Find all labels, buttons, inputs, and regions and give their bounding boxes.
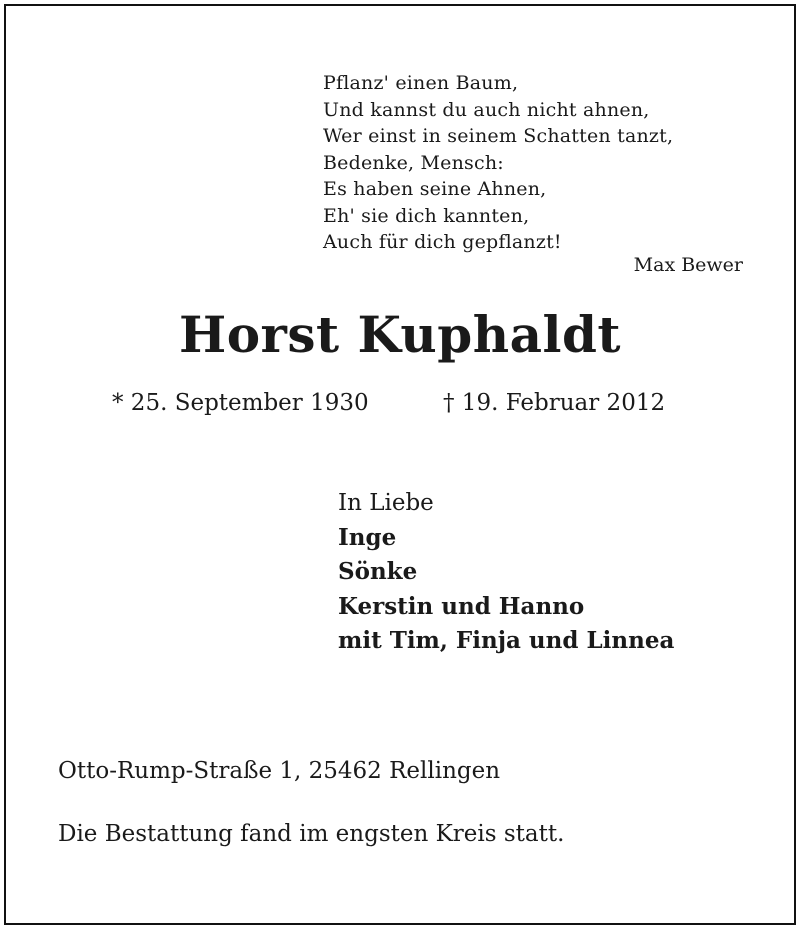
mourner-name: Inge: [338, 523, 397, 551]
funeral-note: Die Bestattung fand im engsten Kreis statt.: [58, 821, 565, 847]
poem-line: Eh' sie dich kannten,: [323, 204, 530, 227]
death-date: † 19. Februar 2012: [443, 390, 666, 416]
mourner-name: Kerstin und Hanno: [338, 592, 585, 620]
birth-date: * 25. September 1930: [112, 390, 369, 416]
poem: [323, 70, 743, 256]
deceased-name: Horst Kuphaldt: [178, 305, 622, 364]
mourner-name: Sönke: [338, 558, 418, 585]
poem-line: Wer einst in seinem Schatten tanzt,: [323, 125, 674, 147]
address: Otto-Rump-Straße 1, 25462 Rellingen: [58, 758, 501, 784]
mourners-block: [338, 486, 674, 659]
poem-line: Pflanz' einen Baum,: [323, 72, 519, 94]
poem-author: Max Bewer: [633, 254, 743, 276]
poem-line: Es haben seine Ahnen,: [323, 178, 547, 200]
mourners-intro: In Liebe: [338, 490, 434, 516]
poem-line: Auch für dich gepflanzt!: [323, 231, 562, 253]
poem-line: Und kannst du auch nicht ahnen,: [323, 98, 650, 121]
poem-line: Bedenke, Mensch:: [323, 151, 504, 174]
mourner-name: mit Tim, Finja und Linnea: [338, 627, 675, 654]
